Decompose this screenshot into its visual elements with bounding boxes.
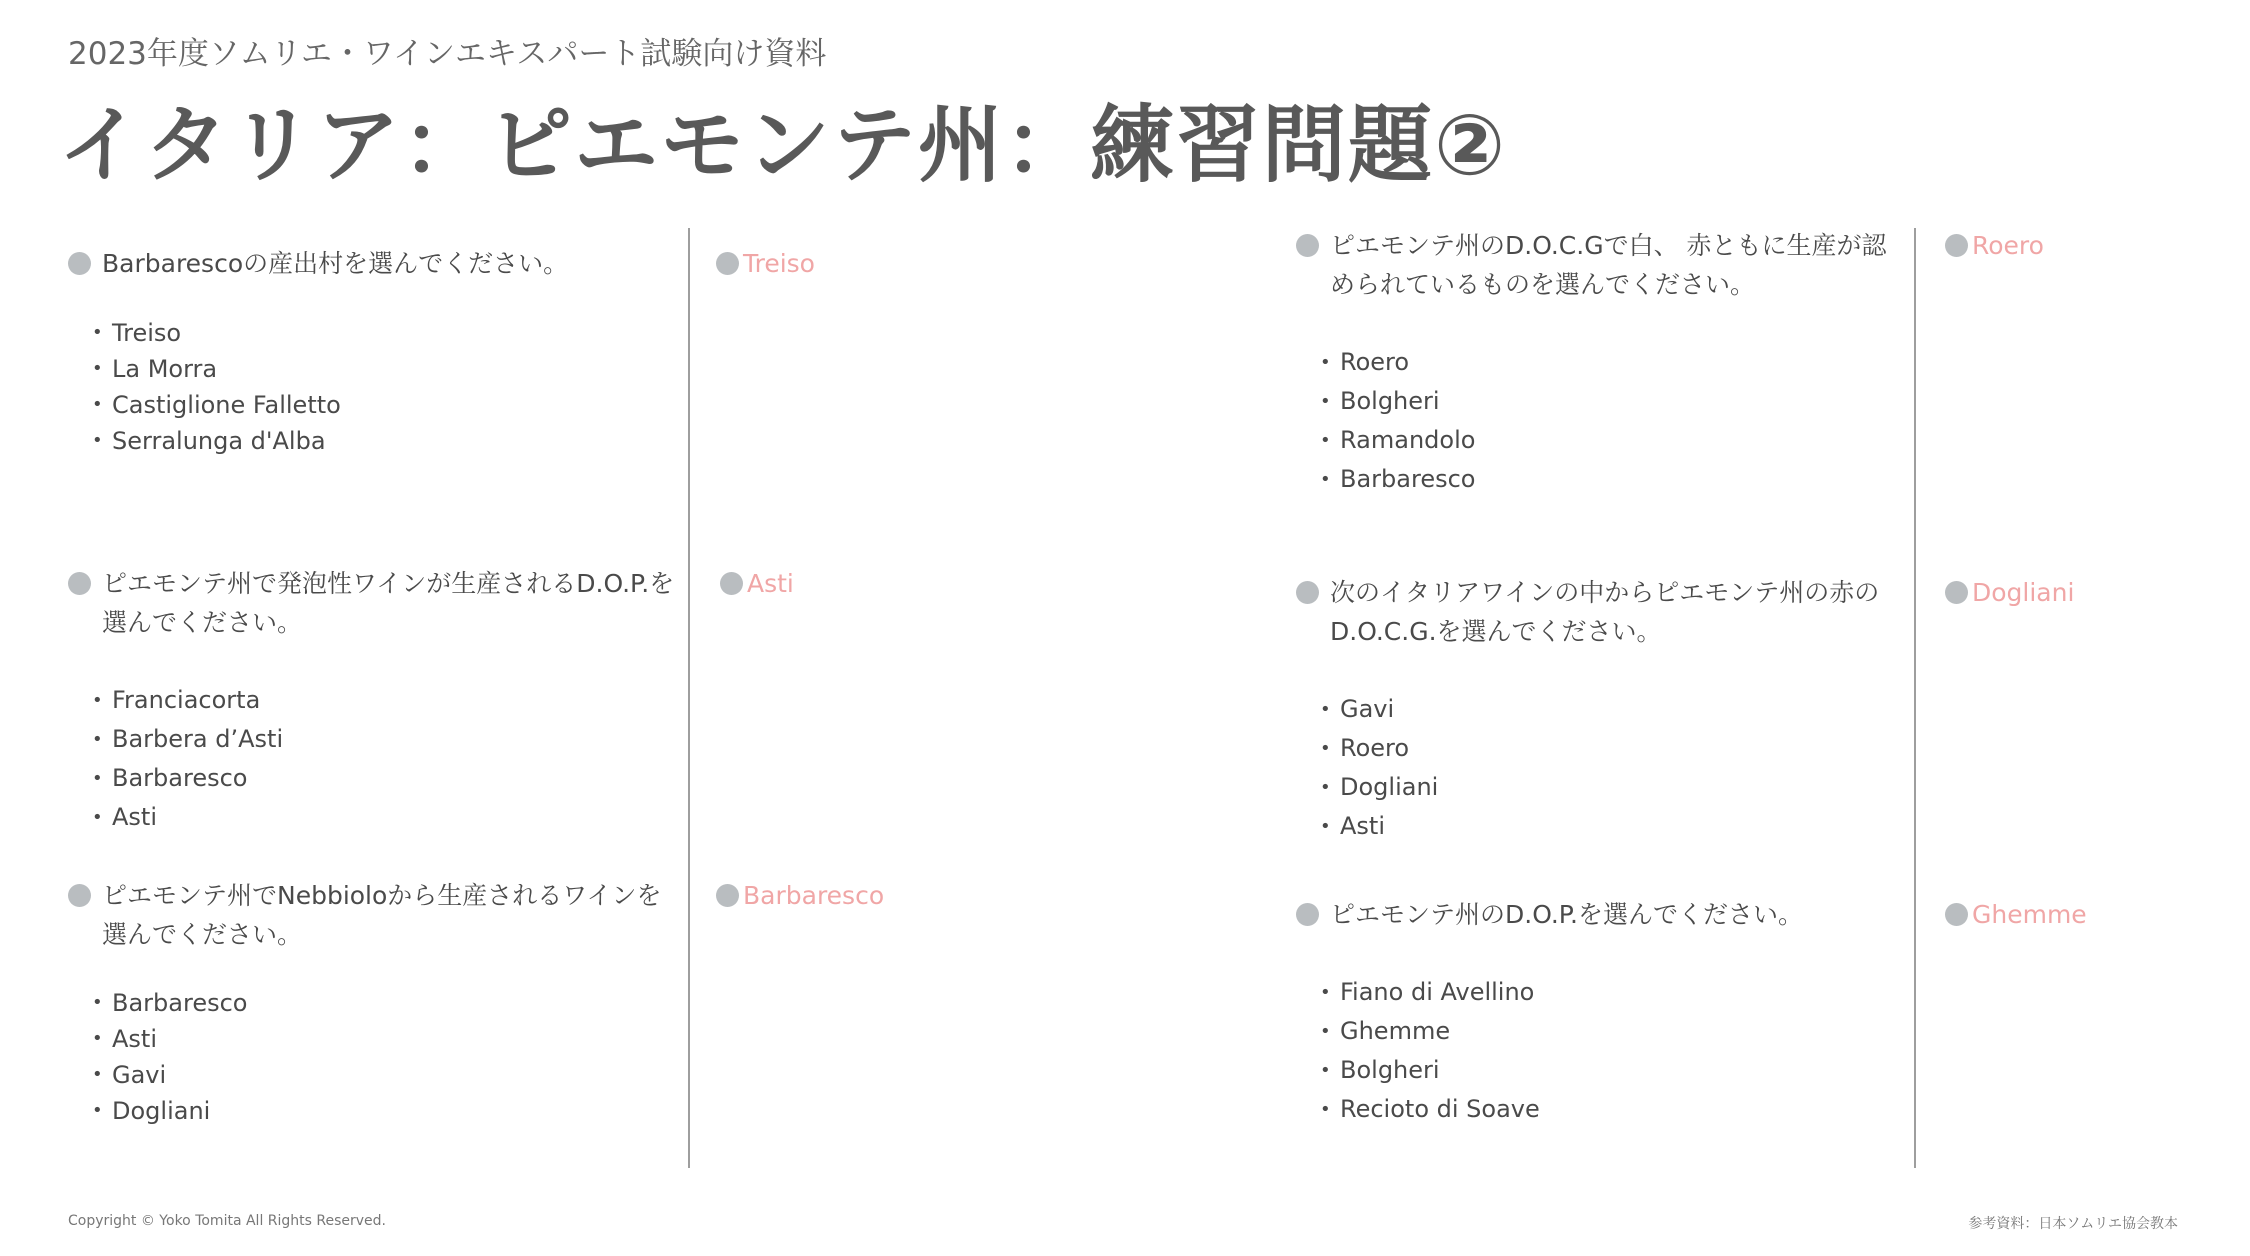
reference-note: 参考資料：日本ソムリエ協会教本 <box>1968 1216 2178 1232</box>
copyright-notice: Copyright © Yoko Tomita All Rights Reserved. <box>68 1213 387 1229</box>
option-item: • Asti <box>1320 807 1438 846</box>
option-item: • Asti <box>92 1021 247 1057</box>
answer-text: Roero <box>1972 231 2044 260</box>
question-text: ピエモンテ州のD.O.C.Gで白、 赤ともに生産が認められているものを選んでください。 <box>1330 231 1887 299</box>
option-item: • Bolgheri <box>1320 1051 1540 1090</box>
question-6 <box>1296 895 1906 934</box>
question-text: 次のイタリアワインの中からピエモンテ州の赤のD.O.C.G.を選んでください。 <box>1330 578 1880 646</box>
option-item: • Gavi <box>92 1057 247 1093</box>
option-item: • Dogliani <box>1320 768 1438 807</box>
column-divider-right <box>1914 228 1916 1168</box>
question-bullet-icon <box>1296 903 1319 926</box>
option-item: • Dogliani <box>92 1093 247 1129</box>
answer-bullet-icon <box>716 884 739 907</box>
answer-6 <box>1945 898 2087 931</box>
answer-bullet-icon <box>1945 234 1968 257</box>
option-item: • Barbaresco <box>92 985 247 1021</box>
answer-text: Dogliani <box>1972 578 2075 607</box>
options-list <box>1320 343 1475 499</box>
question-text: ピエモンテ州でNebbioloから生産されるワインを選んでください。 <box>102 881 662 949</box>
option-item: • Roero <box>1320 729 1438 768</box>
option-item: • La Morra <box>92 351 341 387</box>
option-item: • Ramandolo <box>1320 421 1475 460</box>
option-item: • Bolgheri <box>1320 382 1475 421</box>
option-item: • Roero <box>1320 343 1475 382</box>
answer-text: Ghemme <box>1972 900 2087 929</box>
question-bullet-icon <box>68 884 91 907</box>
options-list <box>1320 973 1540 1129</box>
question-2 <box>68 564 678 642</box>
option-item: • Barbaresco <box>1320 460 1475 499</box>
answer-5 <box>1945 576 2074 609</box>
options-list <box>92 985 247 1129</box>
option-item: • Ghemme <box>1320 1012 1540 1051</box>
answer-bullet-icon <box>716 252 739 275</box>
answer-bullet-icon <box>1945 903 1968 926</box>
option-item: • Treiso <box>92 315 341 351</box>
answer-3 <box>716 879 884 912</box>
question-bullet-icon <box>1296 234 1319 257</box>
option-item: • Barbera d’Asti <box>92 720 283 759</box>
answer-bullet-icon <box>720 572 743 595</box>
option-item: • Fiano di Avellino <box>1320 973 1540 1012</box>
question-3 <box>68 876 678 954</box>
answer-text: Asti <box>747 569 794 598</box>
answer-text: Treiso <box>743 249 815 278</box>
answer-bullet-icon <box>1945 581 1968 604</box>
option-item: • Castiglione Falletto <box>92 387 341 423</box>
options-list <box>92 315 341 459</box>
question-4 <box>1296 226 1906 304</box>
question-text: ピエモンテ州のD.O.P.を選んでください。 <box>1330 900 1803 929</box>
question-bullet-icon <box>68 572 91 595</box>
answer-text: Barbaresco <box>743 881 885 910</box>
answer-4 <box>1945 229 2044 262</box>
options-list <box>92 681 283 837</box>
answer-1 <box>716 247 815 280</box>
option-item: • Franciacorta <box>92 681 283 720</box>
question-5 <box>1296 573 1906 651</box>
option-item: • Barbaresco <box>92 759 283 798</box>
question-text: Barbarescoの産出村を選んでください。 <box>102 249 569 278</box>
option-item: • Asti <box>92 798 283 837</box>
column-divider-left <box>688 228 690 1168</box>
answer-2 <box>720 567 794 600</box>
page-subtitle: 2023年度ソムリエ・ワインエキスパート試験向け資料 <box>68 36 827 72</box>
question-text: ピエモンテ州で発泡性ワインが生産されるD.O.P.を選んでください。 <box>102 569 675 637</box>
question-bullet-icon <box>68 252 91 275</box>
option-item: • Serralunga d'Alba <box>92 423 341 459</box>
question-bullet-icon <box>1296 581 1319 604</box>
option-item: • Recioto di Soave <box>1320 1090 1540 1129</box>
page-title: イタリア：ピエモンテ州：練習問題② <box>58 96 1508 194</box>
options-list <box>1320 690 1438 846</box>
question-1 <box>68 244 678 283</box>
option-item: • Gavi <box>1320 690 1438 729</box>
